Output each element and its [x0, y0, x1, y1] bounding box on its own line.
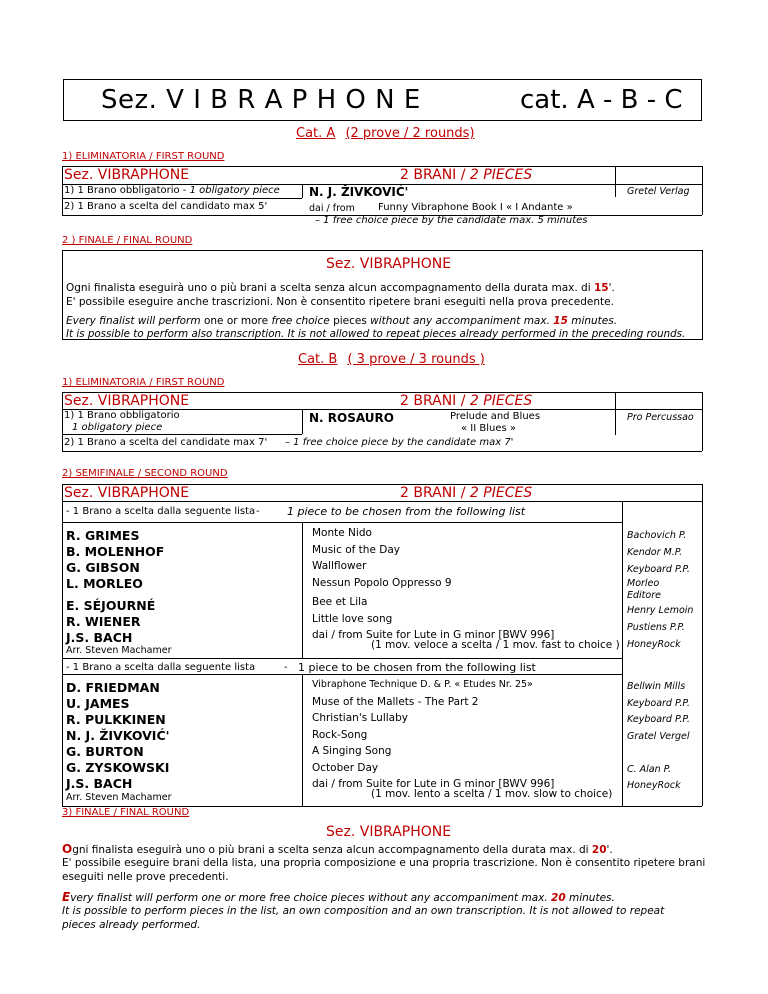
publisher: Bachovich P. — [627, 530, 687, 541]
divider — [62, 658, 622, 659]
divider — [62, 484, 63, 806]
cat-a-final-it-2: E' possibile eseguire anche trascrizioni. Non è consentito ripetere brani eseguiti nella prova precedente. — [66, 296, 614, 308]
cat-a-final-it-1-minutes: 15 — [593, 282, 609, 294]
cat-b-list1-works-a — [312, 525, 452, 591]
composer-name: R. WIENER — [66, 614, 141, 629]
composer-name: E. SÉJOURNÉ — [66, 598, 156, 613]
cat-a-final-en-2: It is possible to perform also transcription. It is not allowed to repeat pieces already performed in the preceding rounds. — [66, 328, 686, 340]
cat-a-row1-composer: N. J. ŽIVKOVIĆ' — [309, 185, 409, 199]
cat-b-final-en-1-initial: E — [62, 890, 71, 904]
divider — [702, 484, 703, 806]
cat-b-final-en-2: It is possible to perform pieces in the list, an own composition and an own transcription. It is not allowed to repeat pieces already performed. — [62, 905, 665, 931]
cat-a-section-title: Sez. VIBRAPHONE — [64, 167, 190, 183]
divider — [302, 522, 303, 658]
work-title: Muse of the Mallets - The Part 2 — [312, 695, 479, 708]
cat-b-list2-bach-note: (1 mov. lento a scelta / 1 mov. slow to choice) — [371, 788, 613, 800]
cat-b-final-en-1a: very finalist will perform one or more free choice pieces without any accompaniment max. — [70, 892, 552, 904]
cat-a-final-it-1a: Ogni finalista eseguirà uno o più brani a scelta senza alcun accompagnamento della durata max. di — [66, 282, 594, 294]
cat-b-list1-works-b — [312, 594, 554, 644]
cat-b-label: Cat. B — [298, 352, 338, 367]
cat-b-final-it-1-initial: O — [62, 842, 73, 856]
publisher: Kendor M.P. — [627, 547, 683, 558]
cat-b-list2-en: 1 piece to be chosen from the following list — [298, 661, 536, 674]
publisher: HoneyRock — [627, 780, 681, 791]
work-title: Bee et Lila — [312, 596, 368, 608]
publisher: HoneyRock — [627, 639, 681, 650]
work-title: October Day — [312, 761, 379, 774]
composer-name: G. BURTON — [66, 744, 144, 759]
publisher: Keyboard P.P. — [627, 714, 690, 725]
cat-a-final-en-1d: pieces — [333, 315, 371, 327]
page-title: Sez. V I B R A P H O N E — [101, 85, 421, 115]
work-title: dai / from Suite for Lute in G minor [BWV 996] — [312, 778, 555, 790]
work-title: Wallflower — [312, 560, 367, 572]
cat-a-row1-publisher: Gretel Verlag — [627, 186, 690, 197]
divider — [62, 522, 622, 523]
cat-b-final-it-1-minutes: 20 — [591, 844, 607, 856]
cat-a-row1-label — [64, 185, 280, 197]
cat-b-list1-en: 1 piece to be chosen from the following list — [287, 505, 526, 518]
publisher: Editore — [627, 590, 661, 601]
cat-b-list1-composers-b — [66, 598, 155, 646]
cat-b-pieces-en: 2 PIECES — [469, 393, 533, 409]
cat-b-final-it-1a: gni finalista eseguirà uno o più brani a scelta senza alcun accompagnamento della durata max. di — [72, 844, 592, 856]
cat-b-pieces: 2 BRANI / — [400, 393, 470, 409]
divider — [702, 392, 703, 451]
cat-b-list1-arranger: Arr. Steven Machamer — [66, 645, 172, 656]
composer-name: D. FRIEDMAN — [66, 680, 160, 695]
cat-b-pieces-count — [400, 393, 532, 410]
divider — [62, 451, 702, 452]
composer-name: G. GIBSON — [66, 560, 140, 575]
cat-a-row2-text: – 1 free choice piece by the candidate max. 5 minutes — [315, 215, 588, 226]
cat-b-list1-dash: - — [256, 506, 260, 517]
work-title: Music of the Day — [312, 543, 400, 556]
divider — [62, 434, 302, 435]
divider — [615, 166, 616, 197]
divider — [62, 392, 63, 451]
cat-a-label: Cat. A — [296, 126, 336, 141]
cat-a-final-it-1 — [66, 281, 615, 295]
cat-a-heading — [296, 126, 475, 141]
composer-name: R. PULKKINEN — [66, 712, 166, 727]
publisher: Pustiens P.P. — [627, 622, 685, 633]
composer-name: B. MOLENHOF — [66, 544, 165, 559]
cat-b-semi-pieces: 2 BRANI / — [400, 485, 470, 501]
divider — [62, 166, 63, 215]
composer-name: L. MORLEO — [66, 576, 143, 591]
composer-name: U. JAMES — [66, 696, 130, 711]
cat-b-semi-pieces-count — [400, 485, 532, 502]
cat-b-round3-label: 3) FINALE / FINAL ROUND — [62, 807, 190, 818]
cat-a-round2-label: 2 ) FINALE / FINAL ROUND — [62, 235, 193, 246]
composer-name: J.S. BACH — [66, 630, 133, 645]
cat-b-final-it-2: E' possibile eseguire brani della lista, una propria composizione e una propria trascrizione. Non è consentito ripetere brani eseguiti nelle prove precedenti. — [62, 857, 706, 883]
divider — [62, 198, 302, 199]
cat-a-pieces-count — [400, 167, 532, 184]
cat-b-final-en-1-minutes: 20 — [551, 892, 566, 904]
cat-b-final-title: Sez. VIBRAPHONE — [326, 824, 452, 840]
cat-b-round1-label: 1) ELIMINATORIA / FIRST ROUND — [62, 377, 225, 388]
divider — [615, 392, 616, 435]
composer-name: R. GRIMES — [66, 528, 140, 543]
cat-a-final-en-1f: minutes. — [567, 315, 618, 327]
page-category: cat. A - B - C — [520, 85, 683, 115]
composer-name: G. ZYSKOWSKI — [66, 760, 170, 775]
cat-b-row1-composer: N. ROSAURO — [309, 411, 394, 425]
cat-a-final-en-1c: free choice — [271, 315, 334, 327]
cat-b-list2-publishers — [627, 679, 690, 795]
cat-b-final-it-1b: '. — [606, 844, 613, 856]
cat-b-list2-dash: - — [284, 662, 288, 673]
work-title: dai / from Suite for Lute in G minor [BWV 996] — [312, 629, 555, 641]
cat-b-row1-work-sub: « II Blues » — [461, 423, 517, 434]
cat-b-list2-arranger: Arr. Steven Machamer — [66, 792, 172, 803]
publisher — [627, 745, 690, 762]
cat-b-semi-pieces-en: 2 PIECES — [469, 485, 533, 501]
composer-name: J.S. BACH — [66, 776, 133, 791]
divider — [702, 166, 703, 215]
cat-a-row2-label: 2) 1 Brano a scelta del candidato max 5' — [64, 201, 268, 212]
divider — [302, 674, 303, 806]
publisher: Keyboard P.P. — [627, 564, 690, 575]
cat-b-row1-label: 1) 1 Brano obbligatorio — [64, 410, 180, 421]
composer-name: N. J. ŽIVKOVIĆ' — [66, 728, 170, 743]
work-title: Monte Nido — [312, 527, 372, 539]
cat-b-row1-publisher: Pro Percussao — [627, 412, 694, 423]
cat-b-round2-label: 2) SEMIFINALE / SECOND ROUND — [62, 468, 228, 479]
cat-a-pieces-en: 2 PIECES — [469, 167, 533, 183]
publisher: Bellwin Mills — [627, 681, 686, 692]
publisher: C. Alan P. — [627, 763, 672, 775]
cat-a-final-title: Sez. VIBRAPHONE — [326, 256, 452, 272]
divider — [302, 184, 303, 198]
cat-a-sub: (2 prove / 2 rounds) — [345, 126, 475, 141]
cat-a-row1-dai: dai / from — [309, 203, 355, 214]
cat-b-list1-label: - 1 Brano a scelta dalla seguente lista — [66, 506, 256, 517]
work-title: Rock-Song — [312, 728, 368, 741]
cat-a-pieces: 2 BRANI / — [400, 167, 470, 183]
cat-b-list2-composers — [66, 680, 169, 792]
cat-b-row1-work: Prelude and Blues — [450, 411, 541, 422]
work-title: Little love song — [312, 612, 393, 625]
cat-a-row1-work: Funny Vibraphone Book I « I Andante » — [378, 202, 573, 213]
cat-b-sub: ( 3 prove / 3 rounds ) — [347, 352, 485, 367]
cat-b-final-en-1b: minutes. — [565, 892, 615, 904]
cat-b-section-title: Sez. VIBRAPHONE — [64, 393, 190, 409]
cat-b-semi-title: Sez. VIBRAPHONE — [64, 485, 190, 501]
cat-b-row2-text: – 1 free choice piece by the candidate max 7' — [285, 437, 514, 448]
cat-b-list2-label: - 1 Brano a scelta dalla seguente lista — [66, 662, 256, 673]
cat-a-row1-label-text: 1) 1 Brano obbligatorio - — [64, 185, 190, 196]
publisher: Keyboard P.P. — [627, 697, 690, 709]
cat-a-final-en-1a: Every finalist will perform — [66, 315, 204, 327]
cat-a-round1-label: 1) ELIMINATORIA / FIRST ROUND — [62, 151, 225, 162]
cat-a-row1-label-en: 1 obligatory piece — [189, 185, 280, 196]
cat-a-final-en-1e: without any accompaniment max. — [370, 315, 554, 327]
cat-b-heading — [298, 352, 485, 367]
work-title: A Singing Song — [312, 745, 392, 757]
cat-b-final-en-1 — [62, 890, 615, 905]
cat-b-list1-bach-note: (1 mov. veloce a scelta / 1 mov. fast to choice ) — [371, 639, 620, 651]
divider — [302, 409, 303, 434]
cat-b-list2-works — [312, 677, 554, 793]
work-title: Nessun Popolo Oppresso 9 — [312, 576, 452, 589]
cat-a-final-it-1b: '. — [608, 282, 615, 294]
divider — [62, 674, 622, 675]
cat-b-row1-label-en: 1 obligatory piece — [72, 422, 163, 433]
publisher: Gratel Vergel — [627, 730, 690, 742]
cat-b-final-it-1 — [62, 842, 613, 857]
divider — [622, 501, 623, 806]
cat-b-row2-label: 2) 1 Brano a scelta del candidate max 7' — [64, 437, 268, 448]
cat-a-final-en-1 — [66, 314, 617, 328]
cat-a-final-en-1b: one or more — [203, 315, 272, 327]
cat-b-list1-composers-a — [66, 528, 164, 592]
work-title: Christian's Lullaby — [312, 712, 408, 724]
cat-a-final-en-1-minutes: 15 — [553, 315, 568, 327]
work-title: Vibraphone Technique D. & P. « Etudes Nr. 25» — [312, 679, 533, 690]
cat-b-list1-publishers — [627, 527, 693, 653]
publisher: Henry Lemoin — [627, 605, 694, 616]
publisher: Morleo — [627, 578, 660, 589]
